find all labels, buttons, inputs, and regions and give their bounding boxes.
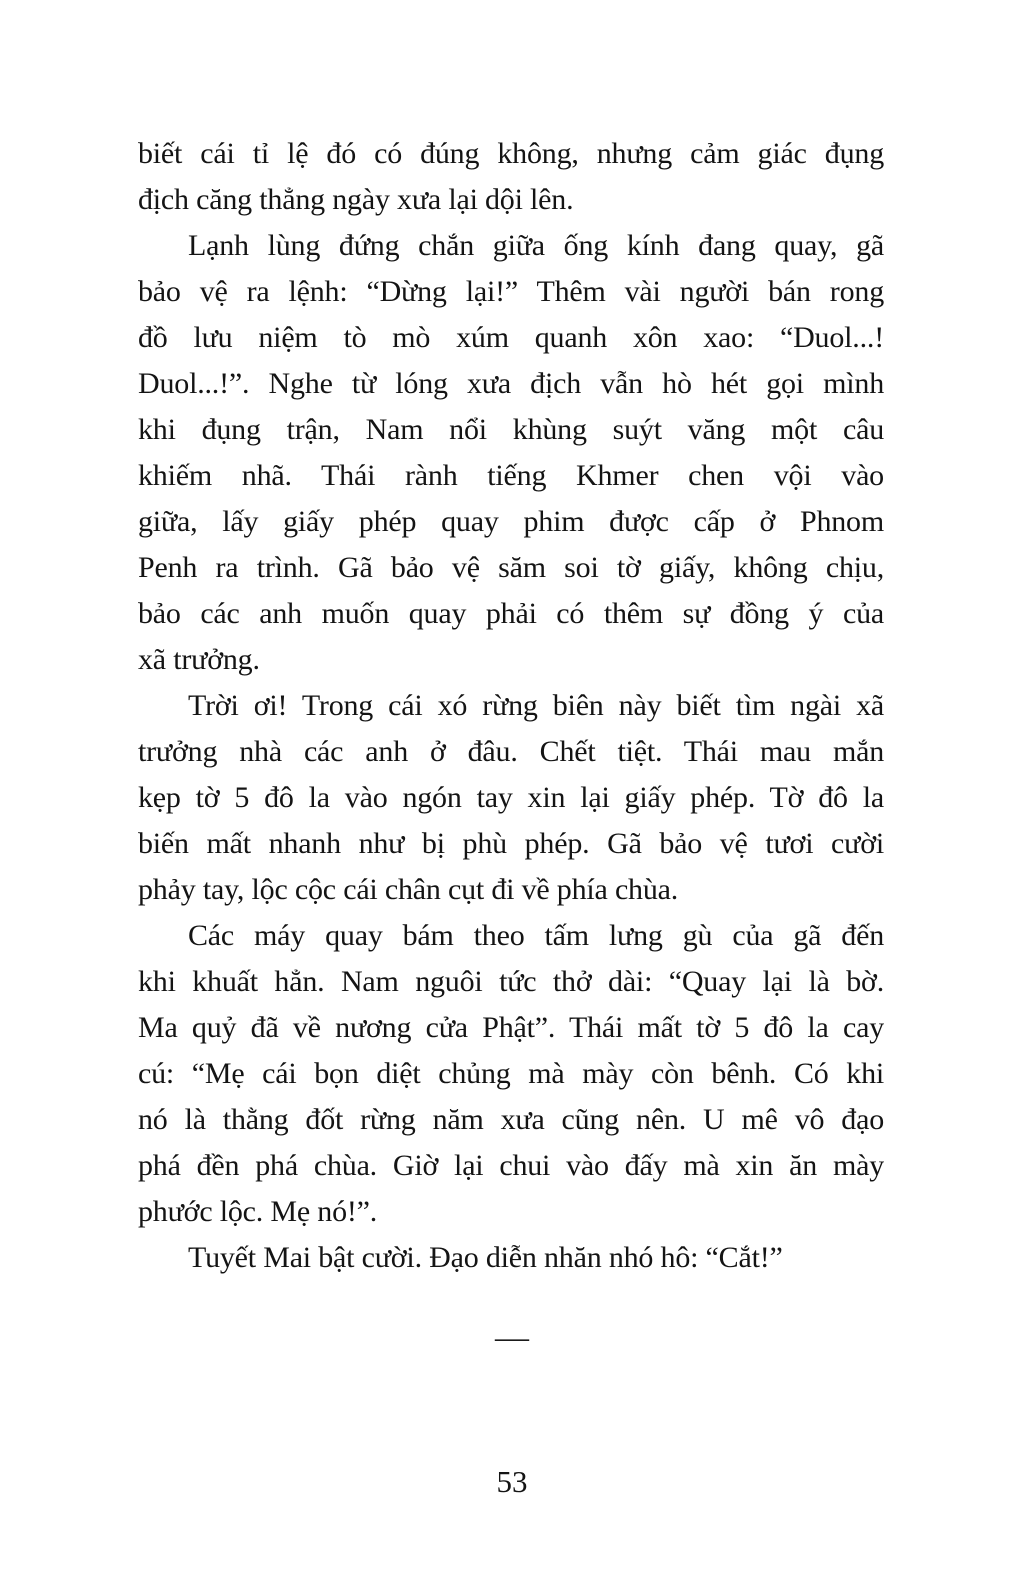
text-line: Trời ơi! Trong cái xó rừng biên này biết tìm ngài xã bbox=[188, 689, 884, 722]
text-line: biết cái tỉ lệ đó có đúng không, nhưng cảm giác đụng bbox=[138, 137, 884, 170]
body-text bbox=[138, 131, 884, 1281]
text-line: phá đền phá chùa. Giờ lại chui vào đấy mà xin ăn mày bbox=[138, 1149, 884, 1182]
text-line: bảo các anh muốn quay phải có thêm sự đồng ý của bbox=[138, 597, 884, 630]
text-line: Lạnh lùng đứng chắn giữa ống kính đang quay, gã bbox=[188, 229, 884, 262]
text-line: Duol...!”. Nghe từ lóng xưa địch vẫn hò hét gọi mình bbox=[138, 367, 884, 400]
text-line: khiếm nhã. Thái rành tiếng Khmer chen vội vào bbox=[138, 459, 884, 492]
text-line: Penh ra trình. Gã bảo vệ săm soi tờ giấy, không chịu, bbox=[138, 551, 884, 584]
text-line: phảy tay, lộc cộc cái chân cụt đi về phía chùa. bbox=[138, 873, 679, 906]
text-line: nó là thằng đốt rừng năm xưa cũng nên. U mê vô đạo bbox=[138, 1103, 884, 1136]
text-line: Tuyết Mai bật cười. Đạo diễn nhăn nhó hô: “Cắt!” bbox=[188, 1241, 783, 1274]
text-line: Ma quỷ đã về nương cửa Phật”. Thái mất tờ 5 đô la cay bbox=[138, 1011, 884, 1044]
text-line: bảo vệ ra lệnh: “Dừng lại!” Thêm vài người bán rong bbox=[138, 275, 884, 308]
text-line: trưởng nhà các anh ở đâu. Chết tiệt. Thái mau mắn bbox=[138, 735, 884, 768]
text-line: biến mất nhanh như bị phù phép. Gã bảo vệ tươi cười bbox=[138, 827, 884, 860]
text-line: cú: “Mẹ cái bọn diệt chủng mà mày còn bênh. Có khi bbox=[138, 1057, 884, 1090]
text-line: khi đụng trận, Nam nổi khùng suýt văng một câu bbox=[138, 413, 884, 446]
page-number: 53 bbox=[496, 1464, 528, 1499]
text-line: Các máy quay bám theo tấm lưng gù của gã đến bbox=[188, 919, 884, 952]
section-divider: — bbox=[495, 1319, 529, 1356]
text-line: giữa, lấy giấy phép quay phim được cấp ở Phnom bbox=[138, 505, 884, 538]
text-line: phước lộc. Mẹ nó!”. bbox=[138, 1195, 378, 1228]
text-line: địch căng thẳng ngày xưa lại dội lên. bbox=[138, 183, 574, 216]
text-line: kẹp tờ 5 đô la vào ngón tay xin lại giấy phép. Tờ đô la bbox=[138, 781, 884, 814]
text-line: xã trưởng. bbox=[138, 643, 260, 676]
text-line: khi khuất hẳn. Nam nguôi tức thở dài: “Quay lại là bờ. bbox=[138, 965, 884, 998]
text-line: đồ lưu niệm tò mò xúm quanh xôn xao: “Duol...! bbox=[138, 321, 884, 354]
